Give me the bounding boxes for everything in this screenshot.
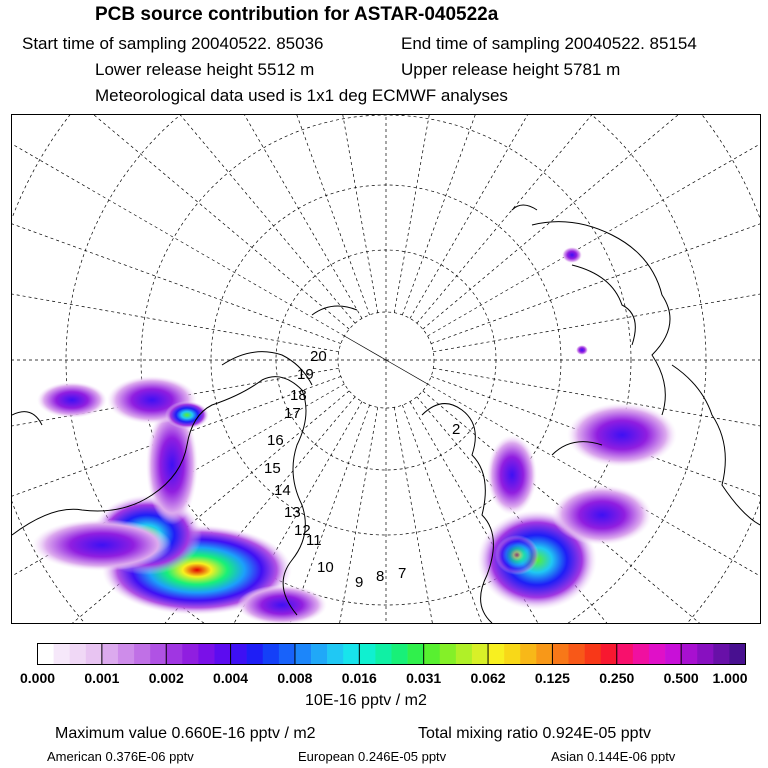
lon-label-17: 17 bbox=[284, 405, 301, 422]
colorbar-tick-label: 0.125 bbox=[534, 670, 570, 686]
colorbar-cell bbox=[311, 644, 327, 665]
colorbar-cell bbox=[633, 644, 649, 665]
meridian-line bbox=[410, 115, 736, 318]
colorbar-cell bbox=[247, 644, 263, 665]
colorbar-tick-label: 0.000 bbox=[19, 670, 56, 686]
meridian-line bbox=[417, 115, 760, 323]
colorbar-cell bbox=[359, 644, 375, 665]
pole-line bbox=[344, 336, 386, 360]
asian-contribution: Asian 0.144E-06 pptv bbox=[551, 749, 676, 764]
colorbar-cell bbox=[424, 644, 440, 665]
upper-height-label: Upper release height 5781 m bbox=[401, 60, 621, 79]
start-time-label: Start time of sampling 20040522. 85036 bbox=[22, 34, 324, 53]
meridian-line bbox=[12, 115, 355, 323]
lon-label-9: 9 bbox=[355, 574, 364, 591]
meridian-line bbox=[402, 115, 625, 315]
plot-title: PCB source contribution for ASTAR-040522a bbox=[95, 4, 499, 25]
colorbar-cell bbox=[569, 644, 585, 665]
meridian-line bbox=[423, 115, 760, 329]
colorbar-tick-label: 0.004 bbox=[213, 670, 249, 686]
colorbar-cell bbox=[552, 644, 568, 665]
colorbar-cell bbox=[520, 644, 536, 665]
colorbar-cell bbox=[729, 644, 745, 665]
meridian-line bbox=[12, 121, 341, 344]
lon-label-18: 18 bbox=[290, 387, 307, 404]
meridian-line bbox=[36, 115, 362, 318]
colorbar-units: 10E-16 pptv / m2 bbox=[305, 692, 427, 709]
lon-label-8: 8 bbox=[376, 568, 385, 585]
colorbar-cell bbox=[472, 644, 488, 665]
meridian-line bbox=[431, 121, 760, 344]
colorbar-tick-label: 1.000 bbox=[712, 670, 748, 686]
colorbar-cell bbox=[665, 644, 681, 665]
lon-label-20: 20 bbox=[310, 348, 327, 365]
colorbar-cell bbox=[456, 644, 472, 665]
meridian-line bbox=[264, 115, 377, 313]
colorbar-cell bbox=[536, 644, 552, 665]
colorbar-cell bbox=[375, 644, 391, 665]
meridian-line bbox=[428, 115, 760, 336]
lon-label-12: 12 bbox=[294, 522, 311, 539]
colorbar-tick-label: 0.002 bbox=[148, 670, 184, 686]
colorbar-cell bbox=[585, 644, 601, 665]
lon-label-2: 2 bbox=[452, 421, 461, 438]
colorbar-tick-label: 0.001 bbox=[84, 670, 120, 686]
american-contribution: American 0.376E-06 pptv bbox=[47, 749, 194, 764]
colorbar-cell bbox=[713, 644, 729, 665]
lower-height-label: Lower release height 5512 m bbox=[95, 60, 315, 79]
colorbar-cell bbox=[327, 644, 343, 665]
colorbar-cell bbox=[488, 644, 504, 665]
colorbar-cell bbox=[649, 644, 665, 665]
colorbar-tick-label: 0.008 bbox=[277, 670, 313, 686]
colorbar-cell bbox=[70, 644, 86, 665]
colorbar-cell bbox=[440, 644, 456, 665]
colorbar bbox=[37, 643, 747, 665]
colorbar-cell bbox=[231, 644, 247, 665]
colorbar-tick-label: 0.062 bbox=[470, 670, 506, 686]
meridian-line bbox=[394, 115, 507, 313]
colorbar-cell bbox=[392, 644, 408, 665]
colorbar-cell bbox=[601, 644, 617, 665]
colorbar-tick-label: 0.250 bbox=[599, 670, 635, 686]
colorbar-cell bbox=[166, 644, 182, 665]
lon-label-10: 10 bbox=[317, 559, 334, 576]
maximum-value-label: Maximum value 0.660E-16 pptv / m2 bbox=[55, 725, 316, 742]
lon-label-13: 13 bbox=[284, 504, 301, 521]
colorbar-cell bbox=[118, 644, 134, 665]
polar-map bbox=[11, 114, 761, 624]
end-time-label: End time of sampling 20040522. 85154 bbox=[401, 34, 697, 53]
plume-eastern bbox=[477, 247, 677, 610]
colorbar-cell bbox=[697, 644, 713, 665]
meridian-line bbox=[147, 115, 370, 315]
colorbar-cell bbox=[38, 644, 54, 665]
met-data-label: Meteorological data used is 1x1 deg ECMWF analyses bbox=[95, 86, 508, 105]
lon-label-14: 14 bbox=[274, 482, 291, 499]
colorbar-cell bbox=[279, 644, 295, 665]
lon-label-19: 19 bbox=[297, 366, 314, 383]
lon-label-15: 15 bbox=[264, 460, 281, 477]
colorbar-tick-label: 0.500 bbox=[663, 670, 699, 686]
colorbar-tick-label: 0.031 bbox=[406, 670, 442, 686]
lon-label-16: 16 bbox=[267, 432, 284, 449]
meridian-line bbox=[12, 115, 349, 329]
colorbar-cell bbox=[134, 644, 150, 665]
european-contribution: European 0.246E-05 pptv bbox=[298, 749, 447, 764]
colorbar-cell bbox=[617, 644, 633, 665]
colorbar-cell bbox=[198, 644, 214, 665]
pole-line bbox=[386, 360, 428, 384]
lon-label-7: 7 bbox=[398, 565, 407, 582]
colorbar-cell bbox=[681, 644, 697, 665]
colorbar-cell bbox=[102, 644, 118, 665]
total-mixing-label: Total mixing ratio 0.924E-05 pptv bbox=[418, 725, 652, 742]
colorbar-cell bbox=[263, 644, 279, 665]
colorbar-cell bbox=[54, 644, 70, 665]
polar-map-canvas bbox=[12, 115, 760, 623]
colorbar-cell bbox=[182, 644, 198, 665]
colorbar-cell bbox=[150, 644, 166, 665]
lon-label-11: 11 bbox=[306, 532, 322, 549]
colorbar-cell bbox=[86, 644, 102, 665]
meridian-line bbox=[12, 238, 339, 351]
colorbar-cell bbox=[343, 644, 359, 665]
colorbar-cell bbox=[215, 644, 231, 665]
colorbar-cell bbox=[408, 644, 424, 665]
colorbar-tick-label: 0.016 bbox=[341, 670, 377, 686]
meridian-line bbox=[12, 115, 344, 336]
colorbar-cell bbox=[295, 644, 311, 665]
meridian-line bbox=[433, 238, 760, 351]
colorbar-cell bbox=[504, 644, 520, 665]
